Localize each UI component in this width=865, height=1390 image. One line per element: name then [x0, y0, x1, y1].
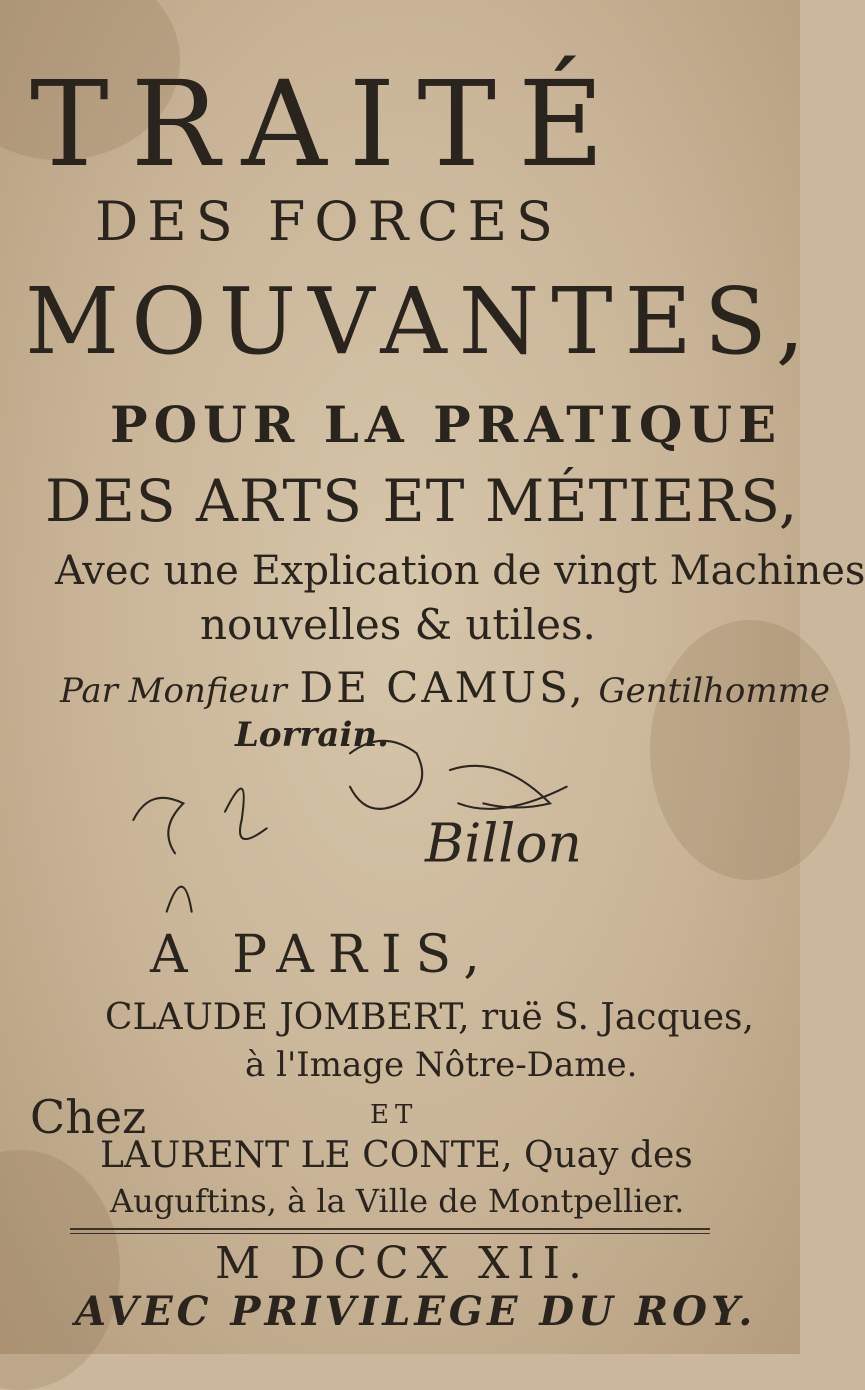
imprint-chez: Chez [30, 1090, 147, 1144]
title-pour-la-pratique: POUR LA PRATIQUE [110, 395, 783, 454]
title-des-forces: DES FORCES [95, 190, 562, 253]
signature-text: Billon [425, 811, 582, 875]
imprint-printer-1: CLAUDE JOMBERT, ruë S. Jacques, [105, 997, 754, 1038]
imprint-printer-2-address: Auguftins, à la Ville de Montpellier. [110, 1182, 685, 1220]
title-mouvantes: MOUVANTES, [25, 268, 817, 375]
title-des-arts-et-metiers: DES ARTS ET MÉTIERS, [45, 467, 799, 535]
imprint-printer-2: LAURENT LE CONTE, Quay des [100, 1135, 693, 1176]
paper-stain [0, 1150, 120, 1390]
author-par: Par Monfieur [60, 671, 287, 711]
divider-rule-thin [70, 1233, 710, 1234]
imprint-city: A PARIS, [150, 925, 494, 985]
author-origin: Lorrain. [235, 715, 389, 755]
imprint-et: ET [370, 1100, 419, 1130]
subtitle-line-2: nouvelles & utiles. [200, 600, 596, 649]
author-line [60, 663, 830, 712]
author-title: Gentilhomme [598, 671, 830, 711]
privilege-line: AVEC PRIVILEGE DU ROY. [75, 1288, 757, 1335]
imprint-printer-1-sign: à l'Image Nôtre-Dame. [245, 1045, 638, 1085]
subtitle-line-1: Avec une Explication de vingt Machines [55, 548, 865, 594]
title-traite: TRAITÉ [30, 55, 627, 193]
author-name: DE CAMUS, [299, 663, 586, 712]
handwritten-signature [40, 720, 760, 920]
imprint-date: M DCCX XII. [215, 1238, 591, 1289]
divider-rule [70, 1228, 710, 1230]
